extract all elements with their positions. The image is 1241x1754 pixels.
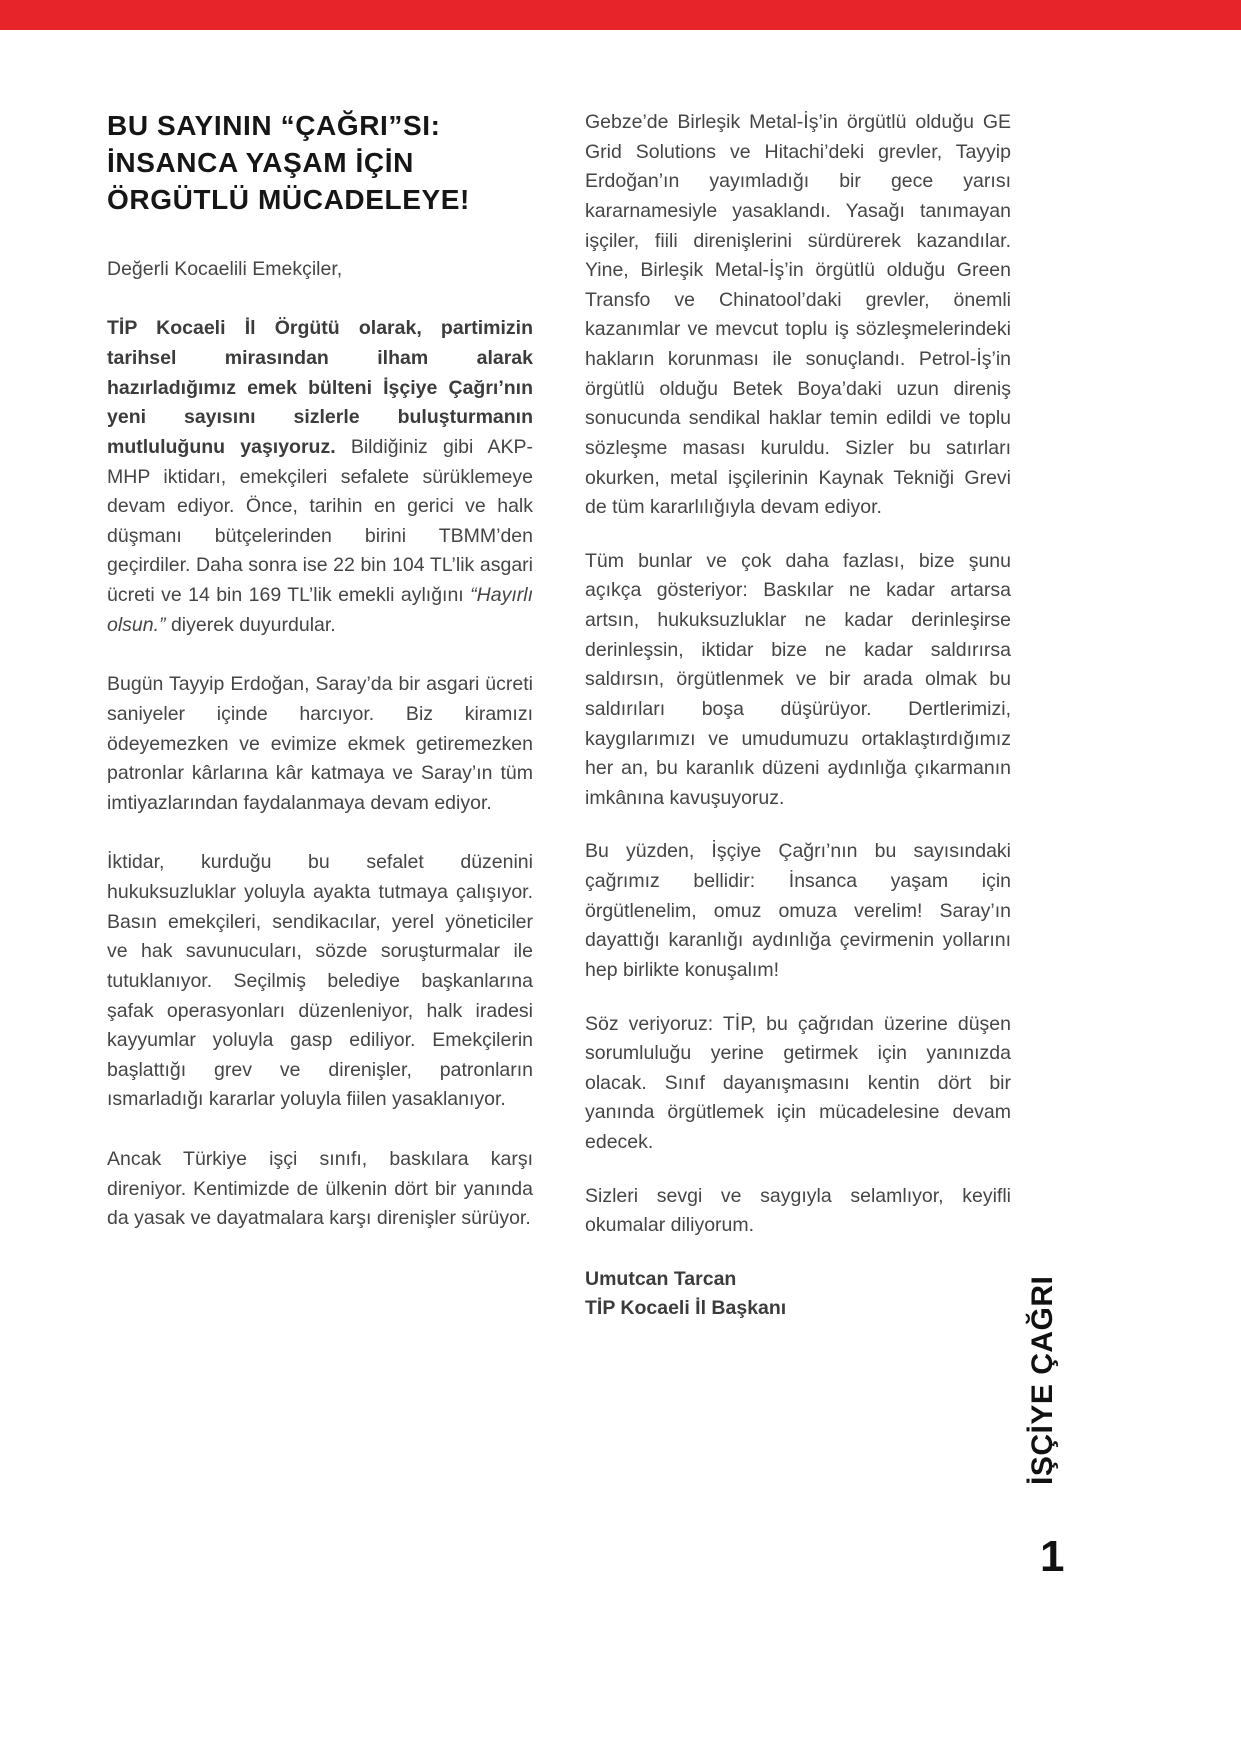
paragraph-intro-rest-b: diyerek duyurdular. — [165, 613, 336, 636]
top-accent-bar — [0, 0, 1241, 30]
left-column — [107, 108, 533, 1323]
salutation: Değerli Kocaelili Emekçiler, — [107, 257, 343, 280]
paragraph-intro-rest-a: Bildiğiniz gibi AKP-MHP iktidarı, emekçileri sefalete sürüklemeye devam ediyor. Önce, tarihin en gerici ve halk düşmanı bütçelerinden birini TBMM’den geçirdiler. Daha sonra ise 22 bin 104 TL’lik asgari ücreti ve 14 bin 169 TL’lik emekli aylığını — [107, 435, 534, 607]
paragraph: Ancak Türkiye işçi sınıfı, baskılara karşı direniyor. Kentimizde de ülkenin dört bir yanında da yasak ve dayatmalara karşı direnişler sürüyor. — [107, 1148, 533, 1230]
page-title-line-1: BU SAYININ “ÇAĞRI”SI: — [107, 110, 441, 141]
page-title-line-3: ÖRGÜTLÜ MÜCADELEYE! — [107, 183, 470, 215]
paragraph: Bugün Tayyip Erdoğan, Saray’da bir asgari ücreti saniyeler içinde harcıyor. Biz kiramızı ödeyemezken ve evimize ekmek getiremezken patronlar kârlarına kâr katmaya ve Saray’ın tüm imtiyazlarından faydalanmaya devam ediyor. — [107, 673, 533, 814]
paragraph: Söz veriyoruz: TİP, bu çağrıdan üzerine düşen sorumluluğu yerine getirmek için yanınızda olacak. Sınıf dayanışmasını kentin dört bir yanında örgütlemek için mücadelesine devam edecek. — [585, 1012, 1011, 1153]
paragraph-intro — [107, 314, 533, 640]
paragraph-intro-quote: “Hayırlı olsun.” — [107, 584, 533, 636]
page-title-line-2: İNSANCA YAŞAM İÇİN — [107, 146, 414, 178]
paragraph: Gebze’de Birleşik Metal-İş’in örgütlü olduğu GE Grid Solutions ve Hitachi’deki grevler, Tayyip Erdoğan’ın yayımladığı bir gece yarısı kararnamesiyle yasaklandı. Yasağı tanımayan işçiler, fiili direnişlerini sürdürerek kazandılar. Yine, Birleşik Metal-İş’in örgütlü olduğu Green Transfo ve Chinatool’daki grevler, önemli kazanımlar ve mevcut toplu iş sözleşmelerindeki hakların korunması ile sonuçlandı. Petrol-İş’in örgütlü olduğu Betek Boya’daki uzun direniş sonucunda sendikal haklar temin edildi ve toplu sözleşme masası kuruldu. Sizler bu satırları okurken, metal işçilerinin Kaynak Tekniği Grevi de tüm kararlılığıyla devam ediyor. — [585, 111, 1011, 519]
paragraph: Bu yüzden, İşçiye Çağrı’nın bu sayısındaki çağrımız bellidir: İnsanca yaşam için örgütlenelim, omuz omuza verelim! Saray’ın dayattığı karanlığı aydınlığa çevirmenin yollarını hep birlikte konuşalım! — [585, 840, 1011, 981]
paragraph-intro-bold: TİP Kocaeli İl Örgütü olarak, partimizin tarihsel mirasından ilham alarak hazırladığımız emek bülteni İşçiye Çağrı’nın yeni sayısını sizlerle buluşturmanın mutluluğunu yaşıyoruz. — [107, 317, 533, 458]
page-content — [107, 108, 1011, 1323]
paragraph: Tüm bunlar ve çok daha fazlası, bize şunu açıkça gösteriyor: Baskılar ne kadar artarsa artsın, hukuksuzluklar ne kadar derinleşirse derinleşsin, iktidar bize ne kadar saldırırsa saldırsın, örgütlenmek ve bir arada olmak bu saldırıları boşa düşürüyor. Dertlerimizi, kaygılarımızı ve umudumuzu ortaklaştırdığımız her an, bu karanlık düzeni aydınlığa çıkarmanın imkânına kavuşuyoruz. — [585, 549, 1011, 809]
page-title — [107, 108, 533, 219]
masthead-vertical-label: İŞÇİYE ÇAĞRI — [1026, 1275, 1059, 1485]
paragraph: İktidar, kurduğu bu sefalet düzenini hukuksuzluklar yoluyla ayakta tutmaya çalışıyor. Basın emekçileri, sendikacılar, yerel yöneticiler ve hak savunucuları, sözde soruşturmalar ile tutuklanıyor. Seçilmiş belediye başkanlarına şafak operasyonları düzenleniyor, halk iradesi kayyumlar yoluyla gasp ediliyor. Emekçilerin başlattığı grev ve direnişler, patronların ısmarladığı kararlar yoluyla fiilen yasaklanıyor. — [107, 851, 533, 1111]
signature-name: Umutcan Tarcan — [585, 1267, 737, 1290]
right-column — [585, 108, 1011, 1323]
paragraph: Sizleri sevgi ve saygıyla selamlıyor, keyifli okumalar diliyorum. — [585, 1184, 1011, 1237]
signature-title: TİP Kocaeli İl Başkanı — [585, 1297, 787, 1320]
signature-block — [585, 1265, 1011, 1324]
page-number: 1 — [1040, 1532, 1065, 1581]
